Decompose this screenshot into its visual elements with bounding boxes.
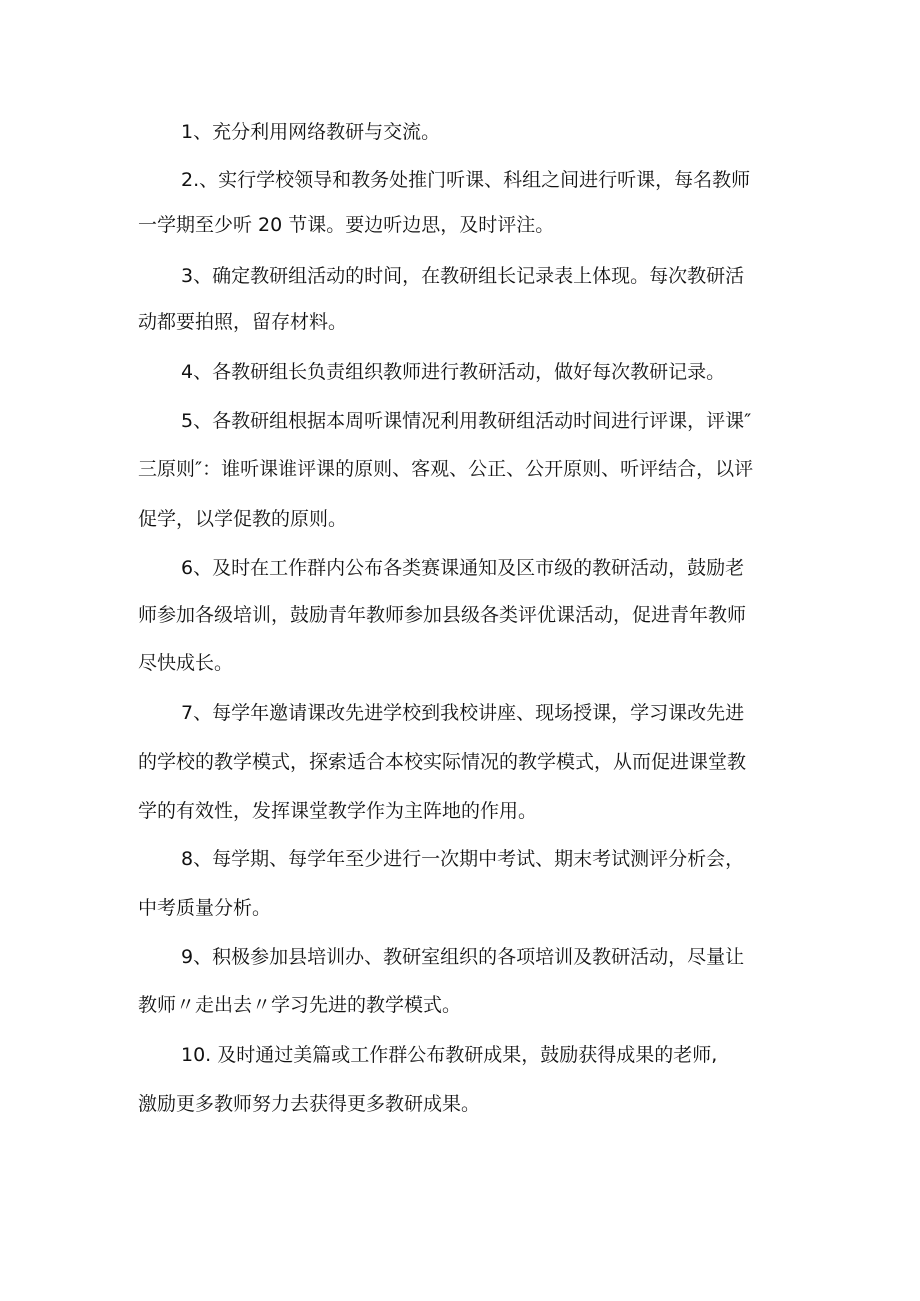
item-3-line-1: 3、确定教研组活动的时间，在教研组长记录表上体现。每次教研活 — [181, 265, 745, 287]
item-5-line-2: 三原则″：谁听课谁评课的原则、客观、公正、公开原则、听评结合，以评 — [138, 458, 754, 480]
item-7-line-1: 7、每学年邀请课改先进学校到我校讲座、现场授课，学习课改先进 — [181, 702, 745, 724]
item-3-line-2: 动都要拍照，留存材料。 — [138, 311, 348, 333]
item-2-line-2: 一学期至少听 20 节课。要边听边思，及时评注。 — [138, 214, 555, 236]
item-9-line-2: 教师〃走出去〃学习先进的教学模式。 — [138, 994, 462, 1016]
item-10-line-2: 激励更多教师努力去获得更多教研成果。 — [138, 1093, 481, 1115]
item-6-line-1: 6、及时在工作群内公布各类赛课通知及区市级的教研活动，鼓励老 — [181, 557, 745, 579]
item-5-line-1: 5、各教研组根据本周听课情况利用教研组活动时间进行评课，评课″ — [181, 410, 752, 432]
item-8-line-1: 8、每学期、每学年至少进行一次期中考试、期末考试测评分析会， — [181, 848, 745, 870]
item-7-line-2: 的学校的教学模式，探索适合本校实际情况的教学模式，从而促进课堂教 — [138, 751, 747, 773]
item-1-line-1: 1、充分利用网络教研与交流。 — [181, 121, 441, 143]
item-6-line-2: 师参加各级培训，鼓励青年教师参加县级各类评优课活动，促进青年教师 — [138, 604, 747, 626]
item-10-line-1: 10. 及时通过美篇或工作群公布教研成果，鼓励获得成果的老师, — [181, 1044, 718, 1066]
item-2-line-1: 2.、实行学校领导和教务处推门听课、科组之间进行听课，每名教师 — [181, 169, 751, 191]
item-9-line-1: 9、积极参加县培训办、教研室组织的各项培训及教研活动，尽量让 — [181, 946, 745, 968]
item-7-line-3: 学的有效性，发挥课堂教学作为主阵地的作用。 — [138, 800, 538, 822]
item-6-line-3: 尽快成长。 — [138, 652, 234, 674]
item-5-line-3: 促学，以学促教的原则。 — [138, 508, 348, 530]
item-8-line-2: 中考质量分析。 — [138, 897, 272, 919]
item-4-line-1: 4、各教研组长负责组织教师进行教研活动，做好每次教研记录。 — [181, 361, 726, 383]
